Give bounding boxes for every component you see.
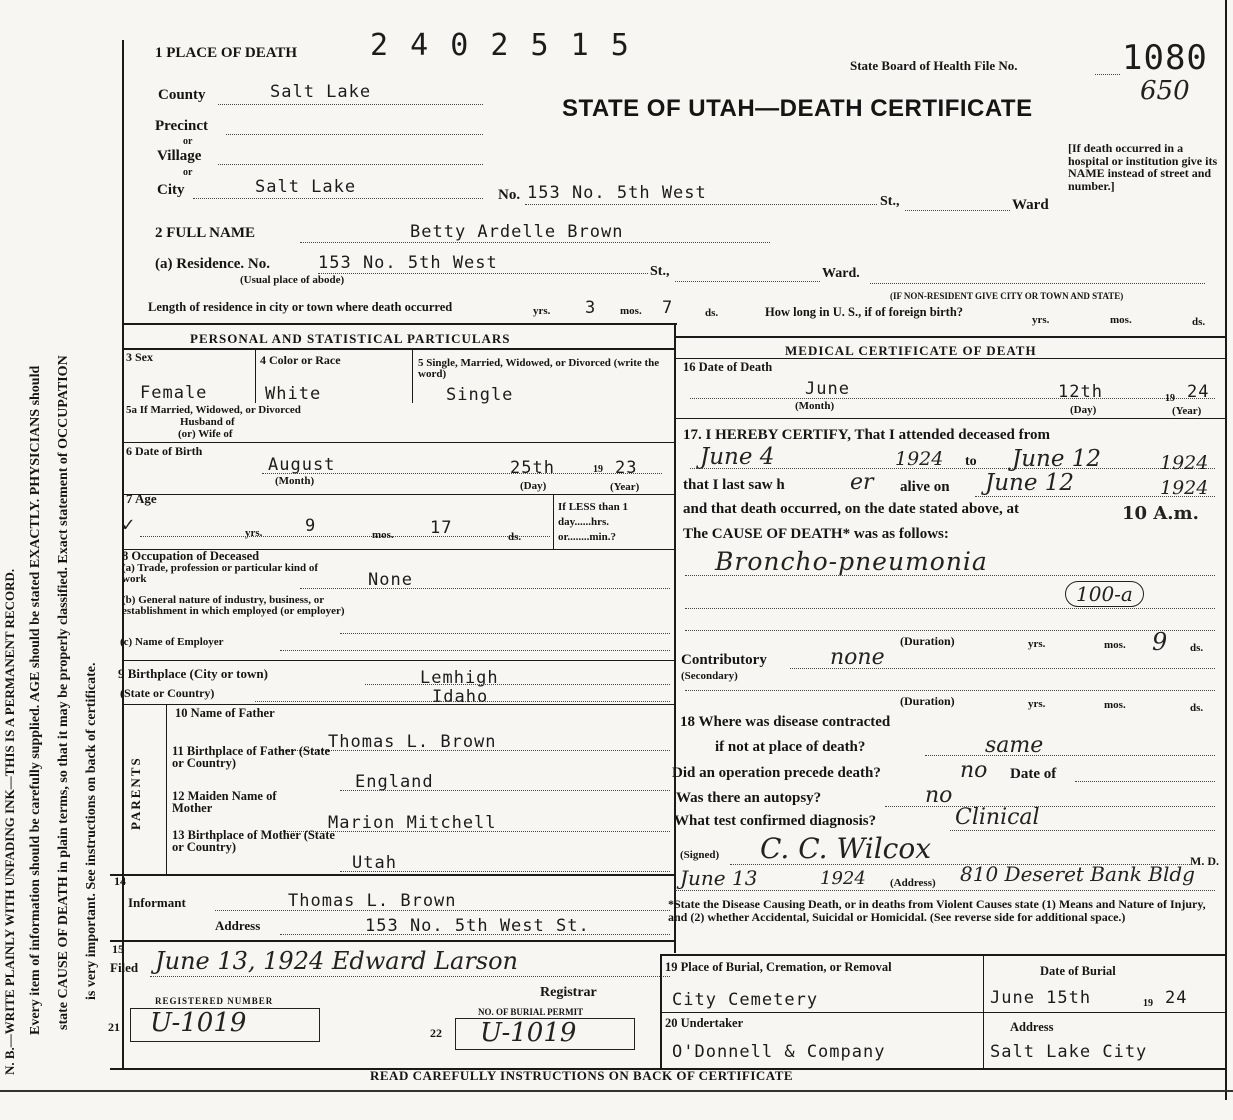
burial-date-label: Date of Burial: [1040, 964, 1116, 978]
less-than-day-label: If LESS than 1 day......hrs. or........min.?: [558, 501, 629, 543]
burial-place-label: 19 Place of Burial, Cremation, or Removal: [665, 960, 892, 974]
cause-label: The CAUSE OF DEATH* was as follows:: [683, 526, 949, 542]
test-value: Clinical: [955, 805, 1040, 830]
file-no: 1080: [1122, 38, 1208, 78]
mother-name: Marion Mitchell: [328, 813, 497, 833]
dob-year-prefix: 19: [593, 464, 603, 475]
informant-address-label: Address: [215, 918, 261, 933]
contributory-label: Contributory: [681, 652, 767, 668]
duration-yrs-label-2: yrs.: [1028, 698, 1046, 710]
attended-to: June 12: [1012, 446, 1102, 472]
test-label: What test confirmed diagnosis?: [674, 813, 877, 829]
duration-label-2: (Duration): [900, 694, 955, 708]
alive-year: 1924: [1160, 477, 1209, 499]
undertaker-name: O'Donnell & Company: [672, 1042, 886, 1062]
mother-name-label: 12 Maiden Name of Mother: [172, 789, 277, 815]
death-year: 24: [1187, 382, 1210, 402]
date-of-label: Date of: [1010, 766, 1057, 782]
signed-year: 1924: [820, 868, 866, 889]
margin-instruction-2: Every item of information should be carefully supplied. AGE should be stated EXACTLY. PHYSICIANS should: [28, 365, 43, 1035]
residence-st-label: St.,: [650, 264, 670, 279]
footer-instructions: READ CAREFULLY INSTRUCTIONS ON BACK OF CERTIFICATE: [370, 1068, 794, 1083]
attended-to-year: 1924: [1160, 452, 1209, 474]
st-label: St.,: [880, 194, 900, 209]
father-name: Thomas L. Brown: [328, 732, 497, 752]
length-ds-label: ds.: [705, 307, 719, 319]
father-birthplace: England: [355, 772, 434, 792]
marital-value: Single: [446, 385, 514, 405]
cause-code: 100-a: [1065, 581, 1144, 607]
or-label-2: or: [183, 167, 193, 178]
duration-ds-label-2: ds.: [1190, 702, 1204, 714]
signed-label: (Signed): [680, 849, 720, 861]
dob-year: 23: [615, 458, 638, 478]
informant-name: Thomas L. Brown: [288, 891, 457, 911]
certificate-number: 2 4 0 2 5 1 5: [370, 28, 631, 63]
duration-mos: 9: [1152, 628, 1168, 656]
age-label: 7 Age: [126, 491, 157, 506]
street-value: 153 No. 5th West: [527, 183, 707, 203]
sex-label: 3 Sex: [126, 350, 153, 364]
birthplace-state-label: (State or Country): [120, 686, 215, 700]
margin-instruction-1: N. B.—WRITE PLAINLY WITH UNFADING INK—THIS IS A PERMANENT RECORD.: [2, 568, 17, 1075]
dob-day-label: (Day): [520, 480, 547, 492]
father-birthplace-label: 11 Birthplace of Father (State or Country): [172, 744, 331, 770]
registered-number: U-1019: [150, 1008, 247, 1038]
section-rule-top: [122, 323, 677, 325]
last-saw-label: that I last saw h: [683, 477, 785, 493]
parents-label: PARENTS: [128, 756, 143, 830]
item-14: 14: [114, 874, 126, 888]
age-ds: 17: [430, 518, 453, 538]
dob-day: 25th: [510, 458, 555, 478]
file-no-label: State Board of Health File No.: [850, 58, 1018, 73]
death-day: 12th: [1058, 382, 1103, 402]
residence-value: 153 No. 5th West: [318, 253, 498, 273]
attended-from-year: 1924: [895, 448, 944, 470]
cause-of-death: Broncho-pneumonia: [715, 547, 988, 576]
alive-on: June 12: [985, 470, 1075, 496]
operation-label: Did an operation precede death?: [672, 765, 881, 781]
county-value: Salt Lake: [270, 82, 372, 102]
cause-note: *State the Disease Causing Death, or in deaths from Violent Causes state (1) Means and Nature of Injury, and (2) whether Accidental, Suicidal or Homicidal. (See reverse side for additional space.): [668, 897, 1206, 924]
duration-ds-label-1: ds.: [1190, 642, 1204, 654]
to-label: to: [965, 454, 977, 469]
physician-address: 810 Deseret Bank Bldg: [960, 862, 1195, 886]
frame-right: [1225, 0, 1227, 1100]
father-name-label: 10 Name of Father: [175, 706, 275, 720]
us-ds-label: ds.: [1192, 316, 1206, 328]
contributory-value: none: [830, 645, 885, 670]
death-month: June: [805, 379, 850, 399]
autopsy-value: no: [925, 783, 953, 808]
color-value: White: [265, 384, 322, 404]
sex-value: Female: [140, 383, 208, 403]
age-mos-label: mos.: [372, 529, 394, 541]
md-label: M. D.: [1190, 854, 1219, 868]
full-name-label: 2 FULL NAME: [155, 225, 256, 241]
registered-number-label: REGISTERED NUMBER: [155, 996, 274, 1006]
burial-permit-label: NO. OF BURIAL PERMIT: [478, 1007, 584, 1017]
usual-abode-label: (Usual place of abode): [240, 274, 345, 286]
duration-yrs-label-1: yrs.: [1028, 638, 1046, 650]
full-name-value: Betty Ardelle Brown: [410, 222, 624, 242]
signed-date: June 13: [680, 866, 758, 890]
hospital-note: [If death occurred in a hospital or institution give its NAME instead of street and number.]: [1068, 141, 1218, 193]
spouse-label-2: Husband of: [180, 416, 235, 428]
employer-label: (c) Name of Employer: [120, 636, 224, 648]
occupation-label: 8 Occupation of Deceased: [122, 549, 260, 563]
or-label-1: or: [183, 136, 193, 147]
birthplace-label: 9 Birthplace (City or town): [118, 666, 268, 681]
marital-label: 5 Single, Married, Widowed, or Divorced (write the word): [418, 357, 660, 380]
registrar-label: Registrar: [540, 985, 597, 1000]
length-mos-label: mos.: [620, 305, 642, 317]
signed-address-label: (Address): [890, 877, 936, 889]
us-yrs-label: yrs.: [1032, 314, 1050, 326]
burial-place: City Cemetery: [672, 990, 819, 1010]
color-label: 4 Color or Race: [260, 353, 341, 367]
residence-label: (a) Residence. No.: [155, 256, 270, 272]
us-residence-label: How long in U. S., if of foreign birth?: [765, 305, 964, 319]
village-label: Village: [157, 148, 202, 164]
q18b-label: if not at place of death?: [715, 739, 866, 755]
death-time: 10 A.m.: [1122, 503, 1199, 524]
disease-contracted: same: [985, 733, 1044, 758]
item-22: 22: [430, 1026, 442, 1040]
informant-label: Informant: [128, 895, 186, 910]
city-value: Salt Lake: [255, 177, 357, 197]
age-check: ✓: [122, 512, 136, 536]
spouse-label-3: (or) Wife of: [178, 428, 233, 440]
death-year-label: (Year): [1172, 405, 1202, 417]
file-no-handwritten: 650: [1140, 76, 1190, 106]
mother-birthplace-label: 13 Birthplace of Mother (State or Country): [172, 828, 335, 854]
filed-label: Filed: [110, 960, 139, 975]
dob-label: 6 Date of Birth: [126, 444, 203, 458]
death-month-label: (Month): [795, 400, 835, 412]
street-no-label: No.: [498, 187, 521, 203]
precinct-label: Precinct: [155, 118, 209, 134]
margin-instruction-4: is very important. See instructions on back of certificate.: [84, 662, 99, 1000]
physician-signature: C. C. Wilcox: [760, 832, 931, 865]
date-of-death-label: 16 Date of Death: [683, 360, 773, 374]
personal-section-title: PERSONAL AND STATISTICAL PARTICULARS: [190, 331, 511, 346]
death-occurred-label: and that death occurred, on the date stated above, at: [683, 501, 1019, 517]
item-21: 21: [108, 1020, 120, 1034]
age-mos: 9: [305, 516, 317, 536]
undertaker-address-label: Address: [1010, 1020, 1054, 1034]
secondary-label: (Secondary): [681, 670, 738, 682]
county-label: County: [158, 87, 206, 103]
duration-label-1: (Duration): [900, 634, 955, 648]
occupation-value: None: [368, 570, 413, 590]
attended-from: June 4: [700, 444, 775, 470]
filed-signature: June 13, 1924 Edward Larson: [155, 947, 519, 975]
duration-mos-label-2: mos.: [1104, 699, 1126, 711]
city-label: City: [157, 182, 185, 198]
undertaker-address: Salt Lake City: [990, 1042, 1148, 1062]
item-15: 15: [112, 942, 124, 956]
undertaker-label: 20 Undertaker: [665, 1016, 744, 1030]
death-day-label: (Day): [1070, 404, 1097, 416]
length-mos: 7: [662, 298, 674, 318]
age-ds-label: ds.: [508, 531, 522, 543]
place-of-death-label: 1 PLACE OF DEATH: [155, 45, 298, 61]
dob-month-label: (Month): [275, 475, 315, 487]
birthplace-state: Idaho: [432, 687, 489, 707]
ward-label: Ward: [1012, 197, 1049, 213]
mother-birthplace: Utah: [352, 853, 397, 873]
medical-section-title: MEDICAL CERTIFICATE OF DEATH: [785, 343, 1037, 358]
margin-instruction-3: state CAUSE OF DEATH in plain terms, so that it may be properly classified. Exact statement of OCCUPATION: [56, 355, 71, 1030]
birthplace-city: Lemhigh: [420, 668, 499, 688]
dob-year-label: (Year): [610, 481, 640, 493]
age-yrs-label: yrs.: [245, 527, 263, 539]
certificate-title: STATE OF UTAH—DEATH CERTIFICATE: [562, 95, 1033, 122]
spouse-label-1: 5a If Married, Widowed, or Divorced: [126, 404, 301, 416]
informant-address: 153 No. 5th West St.: [365, 916, 590, 936]
death-year-prefix: 19: [1165, 393, 1175, 404]
occupation-b-label: (b) General nature of industry, business, or establishment in which employed (or employer): [122, 594, 345, 617]
nonresident-note: (IF NON-RESIDENT GIVE CITY OR TOWN AND STATE): [890, 291, 1124, 301]
burial-year: 24: [1165, 988, 1188, 1008]
burial-permit: U-1019: [480, 1018, 577, 1048]
length-yrs: 3: [585, 298, 597, 318]
certify-label: 17. I HEREBY CERTIFY, That I attended deceased from: [683, 427, 1051, 443]
alive-on-label: alive on: [900, 479, 950, 495]
last-saw-pronoun: er: [850, 470, 874, 495]
duration-mos-label-1: mos.: [1104, 639, 1126, 651]
dob-month: August: [268, 455, 336, 475]
length-residence-label: Length of residence in city or town where death occurred: [148, 300, 453, 314]
autopsy-label: Was there an autopsy?: [676, 790, 822, 806]
burial-date: June 15th: [990, 988, 1092, 1008]
burial-year-prefix: 19: [1143, 998, 1153, 1009]
operation-value: no: [960, 758, 988, 783]
us-mos-label: mos.: [1110, 314, 1132, 326]
occupation-a-label: (a) Trade, profession or particular kind of work: [122, 562, 319, 585]
length-yrs-label: yrs.: [533, 305, 551, 317]
residence-ward-label: Ward.: [822, 266, 860, 281]
q18-label: 18 Where was disease contracted: [680, 714, 891, 730]
